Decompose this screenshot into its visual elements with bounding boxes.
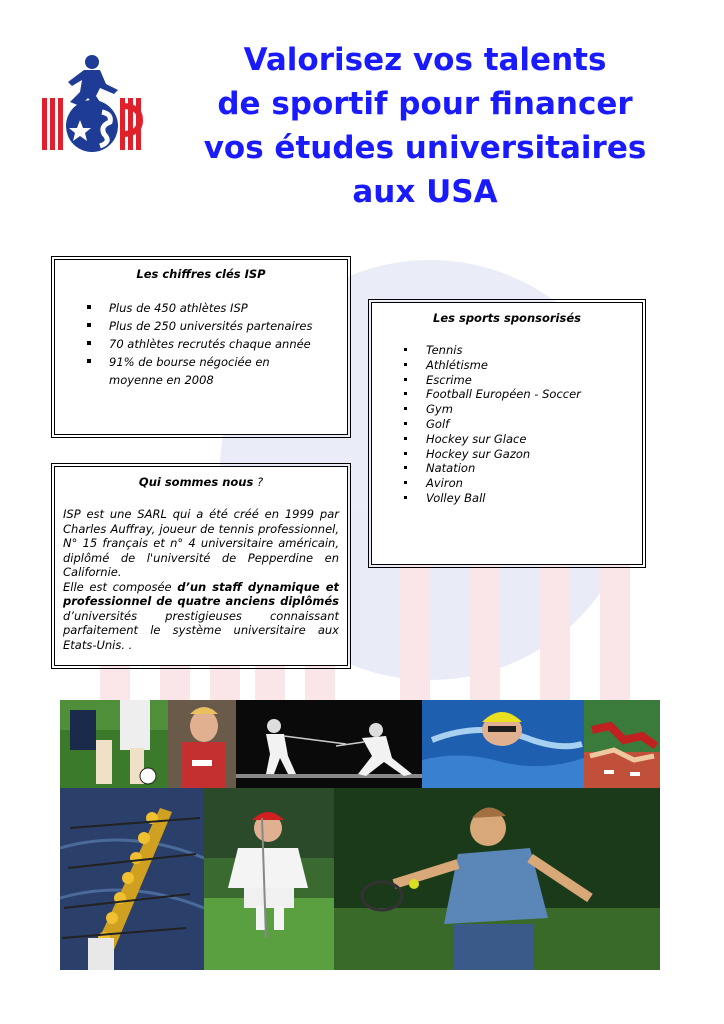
list-item: Hockey sur Gazon bbox=[402, 447, 642, 462]
title-line-1: Valorisez vos talents bbox=[243, 42, 607, 78]
list-item: Escrime bbox=[402, 373, 642, 388]
key-figures-heading: Les chiffres clés ISP bbox=[136, 267, 266, 281]
about-heading-suffix: ? bbox=[253, 475, 264, 489]
list-item: Natation bbox=[402, 461, 642, 476]
list-item: Football Européen - Soccer bbox=[402, 387, 642, 402]
golf-photo bbox=[204, 788, 334, 970]
list-item: Plus de 250 universités partenaires bbox=[85, 317, 325, 335]
title-line-3: vos études universitaires bbox=[203, 130, 647, 166]
about-heading bbox=[55, 475, 347, 489]
list-item: Golf bbox=[402, 417, 642, 432]
soccer-photo bbox=[60, 700, 168, 788]
fencing-photo bbox=[236, 700, 422, 788]
key-figures-box bbox=[54, 259, 348, 435]
about-heading-text: Qui sommes nous bbox=[138, 475, 254, 489]
list-item: Aviron bbox=[402, 476, 642, 491]
sports-list bbox=[402, 343, 642, 506]
sports-photo-collage bbox=[60, 700, 660, 970]
list-item: Gym bbox=[402, 402, 642, 417]
about-p2-bold: d’un staff dynamique et professionnel de quatre anciens diplômés bbox=[63, 579, 339, 608]
title-line-4: aux USA bbox=[352, 174, 498, 210]
list-item: 91% de bourse négociée en moyenne en 2008 bbox=[85, 353, 325, 389]
athletics-photo bbox=[584, 700, 660, 788]
about-box bbox=[54, 466, 348, 666]
sports-box bbox=[371, 302, 643, 565]
list-item: Hockey sur Glace bbox=[402, 432, 642, 447]
list-item: Volley Ball bbox=[402, 491, 642, 506]
list-item: Athlétisme bbox=[402, 358, 642, 373]
isp-logo bbox=[40, 50, 150, 160]
about-paragraph-1: ISP est une SARL qui a été créé en 1999 par Charles Auffray, joueur de tennis professionnel, N° 15 français et n° 4 universitaire américain, diplômé de l'université de Pepperdine en Californie. bbox=[63, 507, 339, 579]
title-line-2: de sportif pour financer bbox=[217, 86, 633, 122]
swimming-photo bbox=[422, 700, 584, 788]
tennis-photo bbox=[334, 788, 660, 970]
key-figures-list bbox=[85, 299, 325, 389]
page-title bbox=[160, 38, 690, 214]
about-p2-pre: Elle est composée bbox=[63, 579, 178, 594]
list-item: Plus de 450 athlètes ISP bbox=[85, 299, 325, 317]
sports-heading: Les sports sponsorisés bbox=[433, 311, 581, 325]
about-p2-post: d’universités prestigieuses connaissant parfaitement le système universitaire aux Etats-Unis. . bbox=[63, 608, 339, 652]
list-item: Tennis bbox=[402, 343, 642, 358]
rowing-photo bbox=[60, 788, 204, 970]
about-paragraph-2 bbox=[63, 580, 339, 653]
volleyball-photo bbox=[168, 700, 236, 788]
list-item: 70 athlètes recrutés chaque année bbox=[85, 335, 325, 353]
